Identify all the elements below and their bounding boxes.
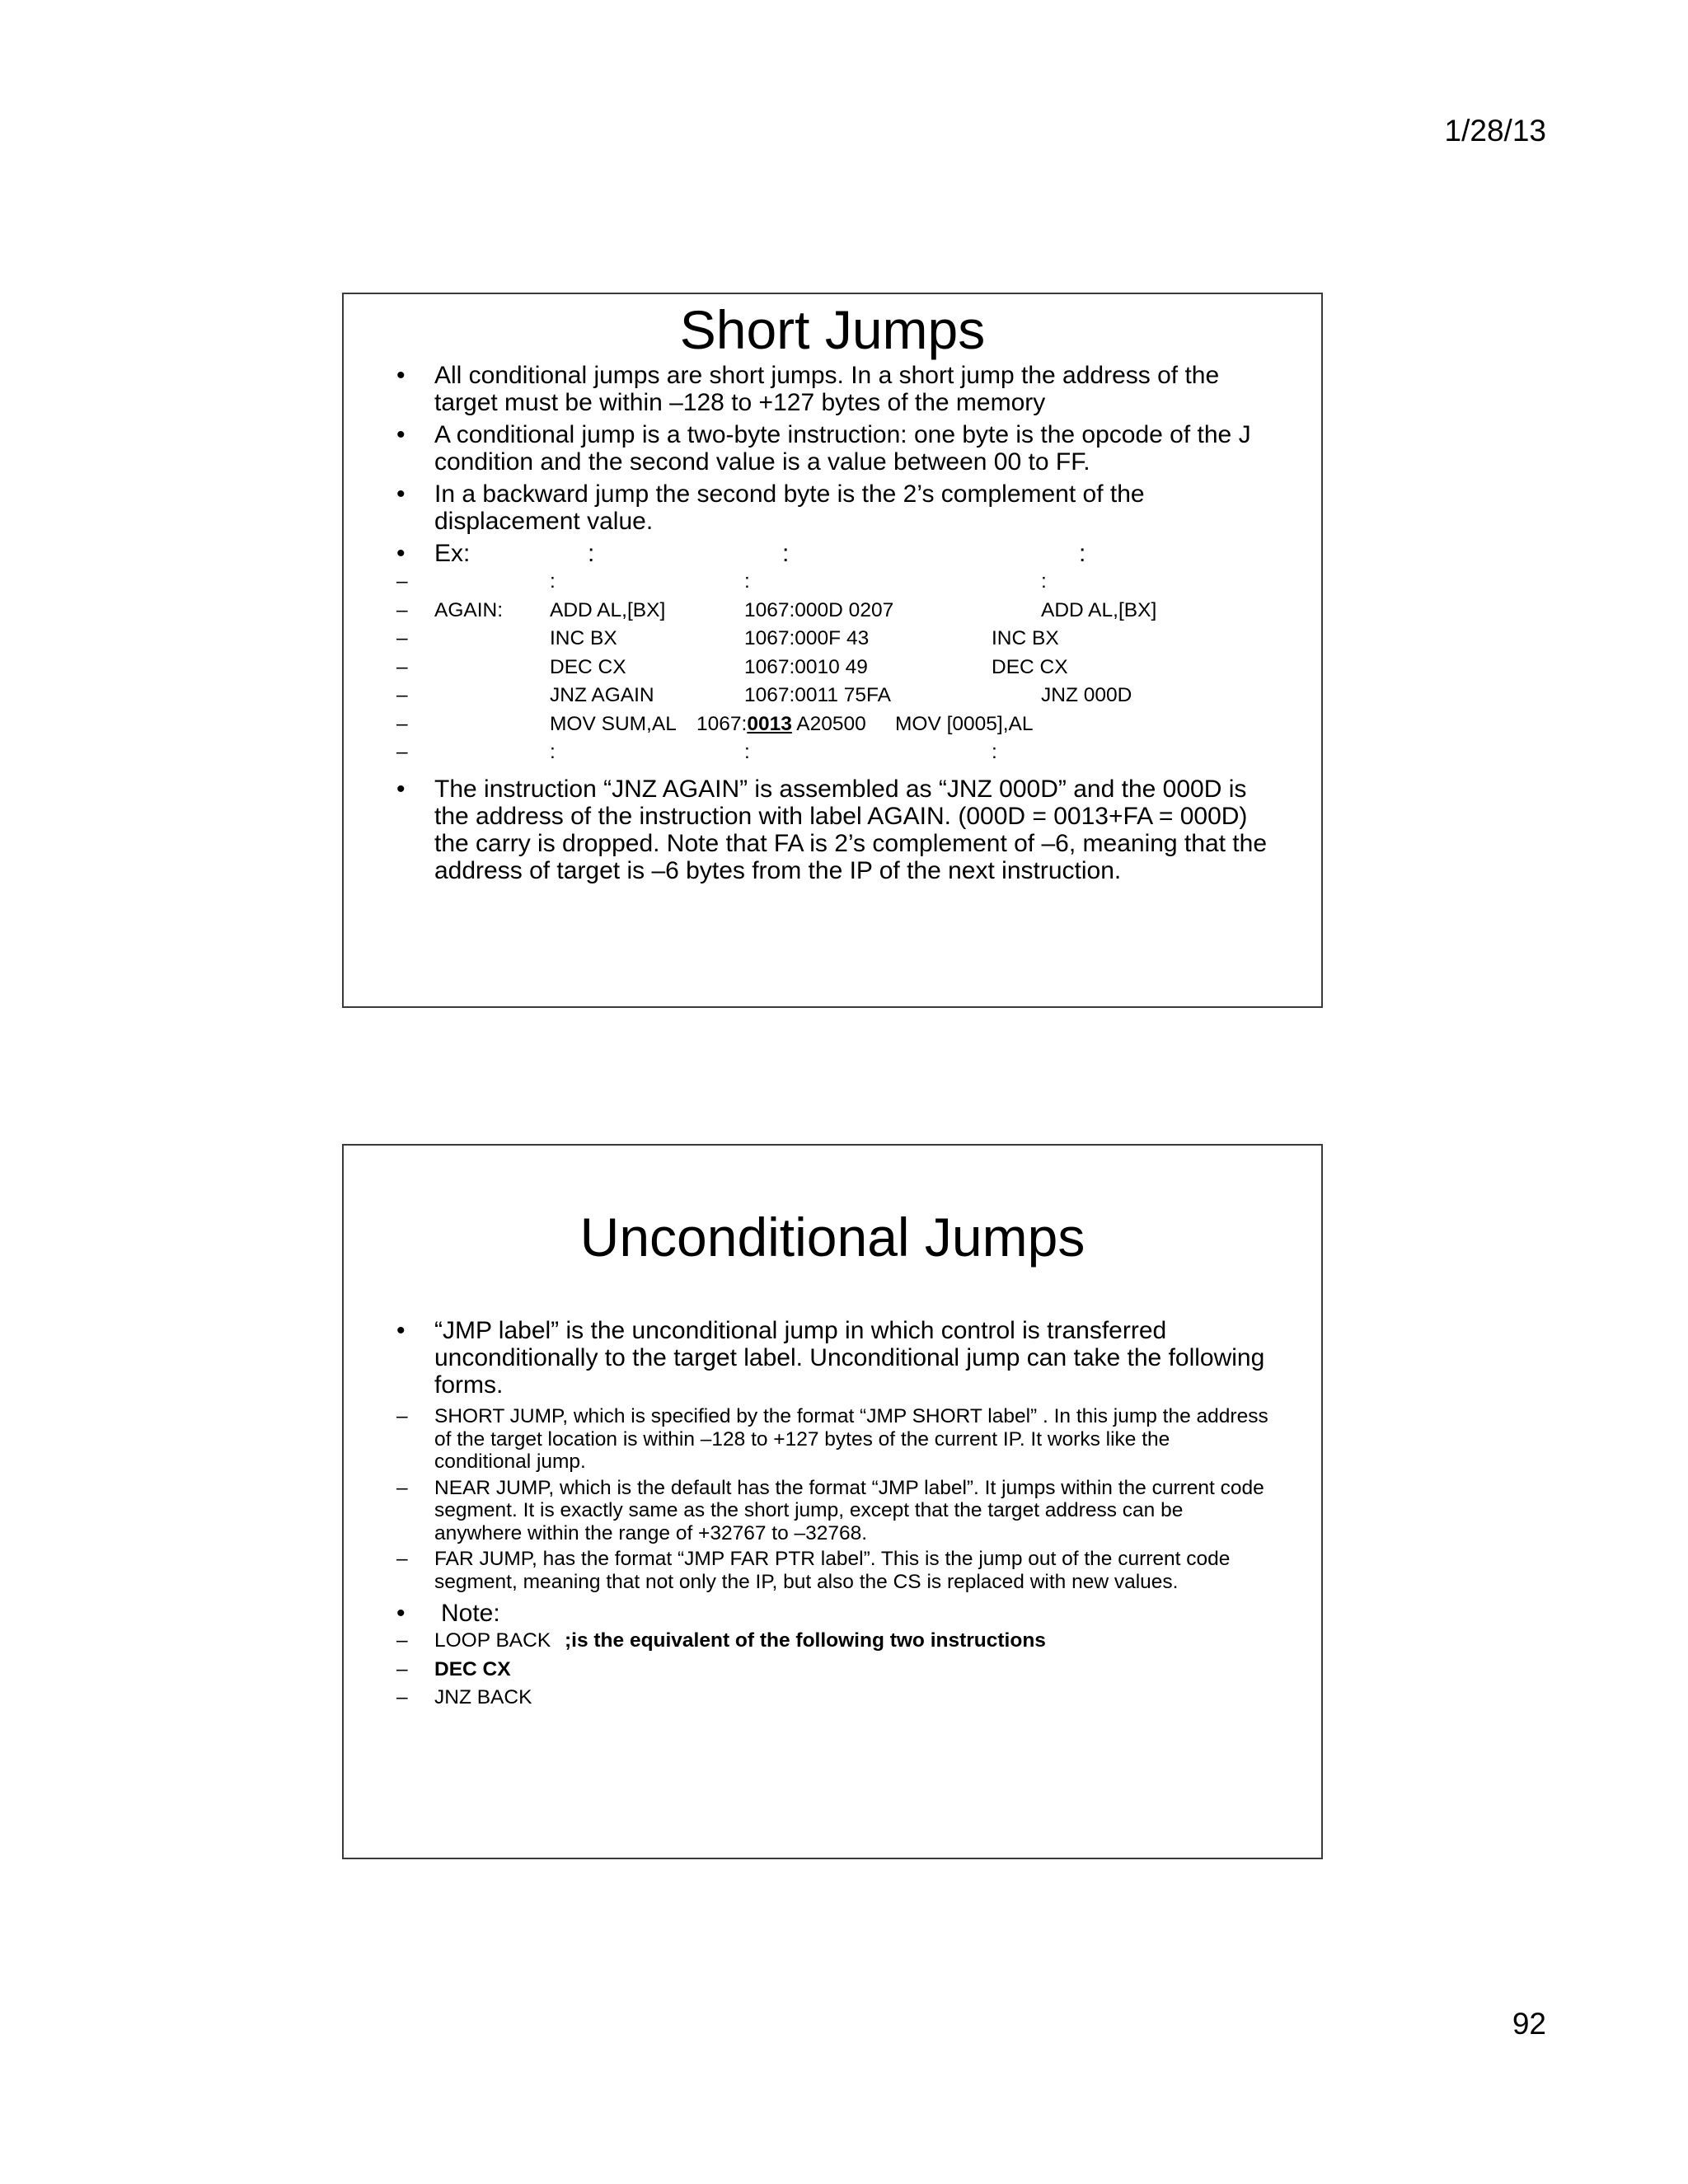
dash-marker: – <box>396 1657 408 1680</box>
code-src: : <box>550 741 556 763</box>
bullet-marker: • <box>396 1600 406 1627</box>
code-row <box>396 710 1272 739</box>
note-instruction: DEC CX <box>434 1657 511 1680</box>
note-instruction: LOOP BACK <box>434 1629 551 1652</box>
code-row <box>396 654 1272 682</box>
note-label: Note: <box>441 1600 500 1627</box>
bullet-text: “JMP label” is the unconditional jump in which control is transferred unconditionally to the target label. Unconditional jump can take the following forms. <box>434 1317 1265 1399</box>
bullet-text: A conditional jump is a two-byte instruction: one byte is the opcode of the J condition and the second value is a value between 00 to FF. <box>434 421 1251 476</box>
dash-marker: – <box>396 655 408 678</box>
bullet-list <box>396 1317 1272 1713</box>
code-addr-suffix: A20500 <box>791 712 866 735</box>
code-dis: : <box>992 741 997 763</box>
code-addr <box>696 710 866 739</box>
bullet-marker: • <box>396 480 406 508</box>
code-row <box>396 738 1272 767</box>
example-label: Ex: <box>434 540 471 567</box>
sub-item-text: NEAR JUMP, which is the default has the format “JMP label”. It jumps within the current code segment. It is exactly same as the short jump, except that the target address can be anywhere within the range of +32767 to –32768. <box>434 1476 1264 1544</box>
dash-marker: – <box>396 570 408 593</box>
code-row <box>396 568 1272 597</box>
bullet-marker: • <box>396 421 406 448</box>
dash-marker: – <box>396 1548 408 1570</box>
bullet-item <box>396 421 1272 476</box>
code-row <box>396 682 1272 710</box>
bullet-marker: • <box>396 362 406 389</box>
code-src: DEC CX <box>550 655 626 678</box>
code-addr: : <box>782 540 790 567</box>
dash-marker: – <box>396 1405 408 1427</box>
dash-marker: – <box>396 1476 408 1499</box>
code-src: MOV SUM,AL <box>550 712 677 735</box>
slide-title: Unconditional Jumps <box>579 1207 1085 1268</box>
note-item <box>396 1627 1272 1656</box>
bullet-text: In a backward jump the second byte is the 2’s complement of the displacement value. <box>434 480 1145 535</box>
code-src: JNZ AGAIN <box>550 684 654 706</box>
code-dis: : <box>1041 570 1047 593</box>
bullet-marker: • <box>396 775 406 803</box>
code-addr: 1067:0010 49 <box>744 655 868 678</box>
note-instruction: JNZ BACK <box>434 1686 532 1708</box>
bullet-item <box>396 362 1272 416</box>
bullet-marker: • <box>396 1317 406 1344</box>
code-addr-prefix: 1067: <box>696 712 748 735</box>
code-src: : <box>588 540 595 567</box>
slide-unconditional-jumps <box>342 1144 1323 1859</box>
bullet-item <box>396 776 1272 884</box>
dash-marker: – <box>396 1629 408 1652</box>
sub-item <box>396 1405 1272 1474</box>
code-addr: : <box>744 741 750 763</box>
code-dis: INC BX <box>992 627 1059 649</box>
bullet-list <box>396 362 1272 889</box>
slide-short-jumps <box>342 293 1323 1008</box>
bullet-text: The instruction “JNZ AGAIN” is assembled as “JNZ 000D” and the 000D is the address of the instruction with label AGAIN. (000D = 0013+FA = 000D) the carry is dropped. Note that FA is 2’s complement of –6, meaning that the address of target is –6 bytes from the IP of the next instruction. <box>434 775 1268 884</box>
note-item <box>396 1684 1272 1713</box>
code-addr: : <box>744 570 750 593</box>
example-bullet <box>396 540 1272 568</box>
sub-item <box>396 1548 1272 1593</box>
dash-marker: – <box>396 684 408 706</box>
code-src: ADD AL,[BX] <box>550 598 666 621</box>
slide-title: Short Jumps <box>679 299 986 360</box>
page-number: 92 <box>1512 2007 1546 2041</box>
dash-marker: – <box>396 712 408 735</box>
code-src: INC BX <box>550 627 617 649</box>
code-dis: JNZ 000D <box>1041 684 1132 706</box>
bullet-text: All conditional jumps are short jumps. In a short jump the address of the target must be within –128 to +127 bytes of the memory <box>434 362 1220 416</box>
code-addr-offset: 0013 <box>747 712 792 735</box>
dash-marker: – <box>396 627 408 649</box>
code-addr: 1067:000F 43 <box>744 627 870 649</box>
code-dis: ADD AL,[BX] <box>1041 598 1157 621</box>
code-row <box>396 625 1272 654</box>
sub-item-text: SHORT JUMP, which is specified by the format “JMP SHORT label” . In this jump the address of the target location is within –128 to +127 bytes of the current IP. It works like the conditional jump. <box>434 1405 1268 1473</box>
page-date: 1/28/13 <box>1444 114 1546 148</box>
code-label: AGAIN: <box>434 598 504 621</box>
bullet-item <box>396 480 1272 535</box>
note-item <box>396 1656 1272 1685</box>
note-bullet <box>396 1600 1272 1627</box>
sub-item <box>396 1477 1272 1545</box>
bullet-marker: • <box>396 540 406 567</box>
code-row <box>396 597 1272 626</box>
dash-marker: – <box>396 741 408 763</box>
code-addr: 1067:000D 0207 <box>744 598 894 621</box>
code-dis: : <box>1079 540 1086 567</box>
note-comment: ;is the equivalent of the following two instructions <box>564 1629 1046 1652</box>
code-addr: 1067:0011 75FA <box>744 684 892 706</box>
code-dis: MOV [0005],AL <box>895 712 1034 735</box>
dash-marker: – <box>396 1686 408 1708</box>
code-src: : <box>550 570 556 593</box>
sub-item-text: FAR JUMP, has the format “JMP FAR PTR label”. This is the jump out of the current code segment, meaning that not only the IP, but also the CS is replaced with new values. <box>434 1548 1231 1593</box>
bullet-item <box>396 1317 1272 1399</box>
dash-marker: – <box>396 598 408 621</box>
code-dis: DEC CX <box>992 655 1068 678</box>
